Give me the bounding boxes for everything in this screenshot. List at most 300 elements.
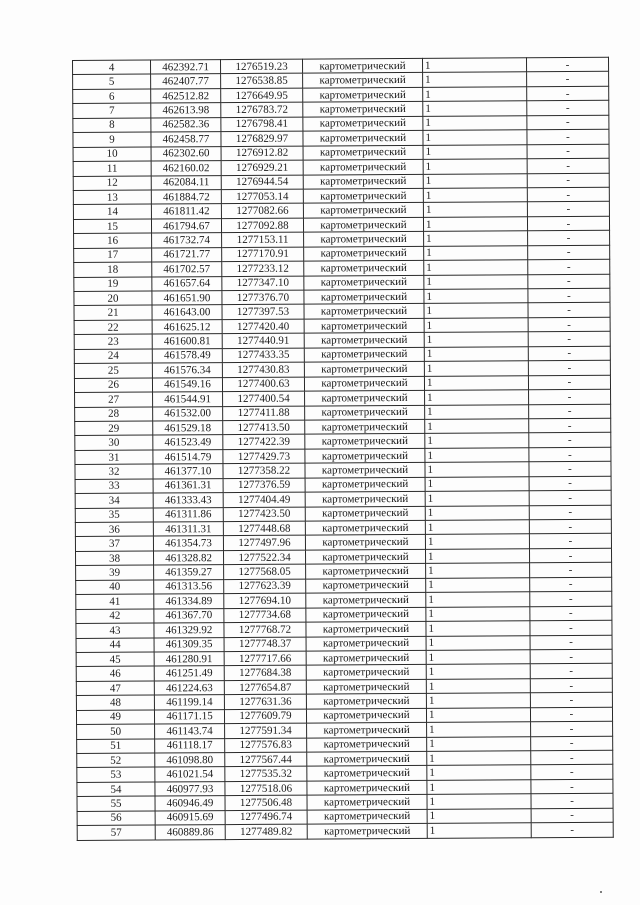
method-cell: картометрический bbox=[305, 390, 425, 405]
x-coordinate-cell: 461199.14 bbox=[154, 695, 224, 710]
point-number-cell: 41 bbox=[76, 594, 154, 609]
point-number-cell: 18 bbox=[74, 262, 152, 277]
table-row bbox=[77, 822, 613, 840]
precision-cell: 1 bbox=[423, 144, 527, 159]
method-cell: картометрический bbox=[306, 636, 426, 651]
precision-cell: 1 bbox=[424, 245, 528, 260]
point-number-cell: 46 bbox=[76, 666, 154, 681]
description-cell: - bbox=[527, 86, 609, 101]
x-coordinate-cell: 461361.31 bbox=[153, 478, 223, 493]
y-coordinate-cell: 1277591.34 bbox=[225, 723, 307, 738]
method-cell: картометрический bbox=[307, 780, 427, 795]
description-cell: - bbox=[529, 476, 611, 491]
method-cell: картометрический bbox=[307, 737, 427, 752]
x-coordinate-cell: 461702.57 bbox=[152, 262, 222, 277]
x-coordinate-cell: 462392.71 bbox=[151, 60, 221, 75]
y-coordinate-cell: 1277413.50 bbox=[223, 420, 305, 435]
x-coordinate-cell: 461021.54 bbox=[155, 767, 225, 782]
point-number-cell: 34 bbox=[75, 493, 153, 508]
method-cell: картометрический bbox=[306, 621, 426, 636]
point-number-cell: 7 bbox=[73, 103, 151, 118]
method-cell: картометрический bbox=[306, 607, 426, 622]
y-coordinate-cell: 1277567.44 bbox=[225, 752, 307, 767]
point-number-cell: 30 bbox=[75, 435, 153, 450]
y-coordinate-cell: 1276519.23 bbox=[221, 59, 303, 74]
point-number-cell: 16 bbox=[74, 233, 152, 248]
point-number-cell: 26 bbox=[74, 378, 152, 393]
x-coordinate-cell: 461578.49 bbox=[152, 348, 222, 363]
method-cell: картометрический bbox=[303, 116, 423, 131]
x-coordinate-cell: 462084.11 bbox=[151, 175, 221, 190]
method-cell: картометрический bbox=[304, 333, 424, 348]
description-cell: - bbox=[528, 317, 610, 332]
y-coordinate-cell: 1277496.74 bbox=[225, 810, 307, 825]
x-coordinate-cell: 460915.69 bbox=[155, 810, 225, 825]
x-coordinate-cell: 461732.74 bbox=[152, 233, 222, 248]
point-number-cell: 50 bbox=[77, 724, 155, 739]
method-cell: картометрический bbox=[307, 795, 427, 810]
point-number-cell: 56 bbox=[77, 811, 155, 826]
method-cell: картометрический bbox=[306, 650, 426, 665]
y-coordinate-cell: 1277734.68 bbox=[224, 608, 306, 623]
precision-cell: 1 bbox=[426, 664, 530, 679]
precision-cell: 1 bbox=[426, 693, 530, 708]
precision-cell: 1 bbox=[426, 650, 530, 665]
point-number-cell: 5 bbox=[73, 74, 151, 89]
description-cell: - bbox=[527, 187, 609, 202]
description-cell: - bbox=[531, 779, 613, 794]
precision-cell: 1 bbox=[425, 549, 529, 564]
point-number-cell: 43 bbox=[76, 623, 154, 638]
y-coordinate-cell: 1276783.72 bbox=[221, 102, 303, 117]
y-coordinate-cell: 1276829.97 bbox=[221, 131, 303, 146]
y-coordinate-cell: 1277358.22 bbox=[223, 463, 305, 478]
precision-cell: 1 bbox=[423, 188, 527, 203]
precision-cell: 1 bbox=[423, 130, 527, 145]
precision-cell: 1 bbox=[425, 476, 529, 491]
y-coordinate-cell: 1277233.12 bbox=[222, 261, 304, 276]
x-coordinate-cell: 461311.86 bbox=[153, 507, 223, 522]
y-coordinate-cell: 1277609.79 bbox=[224, 709, 306, 724]
description-cell: - bbox=[530, 664, 612, 679]
method-cell: картометрический bbox=[303, 102, 423, 117]
precision-cell: 1 bbox=[427, 823, 531, 838]
y-coordinate-cell: 1277433.35 bbox=[222, 348, 304, 363]
point-number-cell: 39 bbox=[76, 565, 154, 580]
x-coordinate-cell: 461329.92 bbox=[154, 623, 224, 638]
description-cell: - bbox=[531, 736, 613, 751]
y-coordinate-cell: 1277522.34 bbox=[223, 550, 305, 565]
description-cell: - bbox=[527, 202, 609, 217]
x-coordinate-cell: 461333.43 bbox=[153, 493, 223, 508]
y-coordinate-cell: 1277420.40 bbox=[222, 319, 304, 334]
x-coordinate-cell: 461367.70 bbox=[154, 608, 224, 623]
x-coordinate-cell: 461549.16 bbox=[152, 377, 222, 392]
method-cell: картометрический bbox=[304, 232, 424, 247]
y-coordinate-cell: 1277440.91 bbox=[222, 333, 304, 348]
precision-cell: 1 bbox=[423, 72, 527, 87]
y-coordinate-cell: 1277053.14 bbox=[221, 189, 303, 204]
description-cell: - bbox=[527, 129, 609, 144]
y-coordinate-cell: 1277768.72 bbox=[224, 622, 306, 637]
precision-cell: 1 bbox=[424, 332, 528, 347]
point-number-cell: 45 bbox=[76, 652, 154, 667]
method-cell: картометрический bbox=[306, 708, 426, 723]
precision-cell: 1 bbox=[427, 765, 531, 780]
scan-speck bbox=[600, 891, 602, 893]
y-coordinate-cell: 1276649.95 bbox=[221, 88, 303, 103]
x-coordinate-cell: 462407.77 bbox=[151, 74, 221, 89]
method-cell: картометрический bbox=[304, 289, 424, 304]
y-coordinate-cell: 1277717.66 bbox=[224, 651, 306, 666]
method-cell: картометрический bbox=[305, 448, 425, 463]
point-number-cell: 44 bbox=[76, 638, 154, 653]
precision-cell: 1 bbox=[426, 592, 530, 607]
precision-cell: 1 bbox=[426, 606, 530, 621]
precision-cell: 1 bbox=[423, 115, 527, 130]
method-cell: картометрический bbox=[306, 578, 426, 593]
point-number-cell: 23 bbox=[74, 334, 152, 349]
point-number-cell: 47 bbox=[76, 681, 154, 696]
y-coordinate-cell: 1277518.06 bbox=[225, 781, 307, 796]
x-coordinate-cell: 460977.93 bbox=[155, 781, 225, 796]
x-coordinate-cell: 461625.12 bbox=[152, 319, 222, 334]
y-coordinate-cell: 1277092.88 bbox=[221, 218, 303, 233]
description-cell: - bbox=[529, 404, 611, 419]
method-cell: картометрический bbox=[305, 477, 425, 492]
description-cell: - bbox=[529, 534, 611, 549]
x-coordinate-cell: 461334.89 bbox=[154, 594, 224, 609]
method-cell: картометрический bbox=[305, 434, 425, 449]
x-coordinate-cell: 461532.00 bbox=[153, 406, 223, 421]
precision-cell: 1 bbox=[423, 87, 527, 102]
point-number-cell: 25 bbox=[74, 363, 152, 378]
point-number-cell: 42 bbox=[76, 609, 154, 624]
precision-cell: 1 bbox=[424, 274, 528, 289]
y-coordinate-cell: 1277497.96 bbox=[223, 536, 305, 551]
description-cell: - bbox=[527, 72, 609, 87]
point-number-cell: 53 bbox=[77, 767, 155, 782]
y-coordinate-cell: 1277397.53 bbox=[222, 305, 304, 320]
x-coordinate-cell: 461377.10 bbox=[153, 464, 223, 479]
x-coordinate-cell: 461721.77 bbox=[152, 247, 222, 262]
description-cell: - bbox=[526, 57, 608, 72]
point-number-cell: 24 bbox=[74, 349, 152, 364]
description-cell: - bbox=[527, 216, 609, 231]
precision-cell: 1 bbox=[425, 462, 529, 477]
precision-cell: 1 bbox=[424, 346, 528, 361]
method-cell: картометрический bbox=[303, 73, 423, 88]
y-coordinate-cell: 1276912.82 bbox=[221, 146, 303, 161]
method-cell: картометрический bbox=[306, 694, 426, 709]
method-cell: картометрический bbox=[305, 491, 425, 506]
method-cell: картометрический bbox=[305, 506, 425, 521]
x-coordinate-cell: 462160.02 bbox=[151, 161, 221, 176]
x-coordinate-cell: 461529.18 bbox=[153, 421, 223, 436]
point-number-cell: 32 bbox=[75, 464, 153, 479]
description-cell: - bbox=[531, 750, 613, 765]
point-number-cell: 15 bbox=[73, 219, 151, 234]
description-cell: - bbox=[530, 620, 612, 635]
description-cell: - bbox=[527, 101, 609, 116]
x-coordinate-cell: 461224.63 bbox=[154, 680, 224, 695]
method-cell: картометрический bbox=[304, 246, 424, 261]
description-cell: - bbox=[527, 158, 609, 173]
description-cell: - bbox=[529, 389, 611, 404]
point-number-cell: 4 bbox=[73, 60, 151, 75]
point-number-cell: 28 bbox=[75, 407, 153, 422]
method-cell: картометрический bbox=[307, 809, 427, 824]
point-number-cell: 19 bbox=[74, 277, 152, 292]
point-number-cell: 10 bbox=[73, 147, 151, 162]
method-cell: картометрический bbox=[304, 260, 424, 275]
point-number-cell: 49 bbox=[76, 710, 154, 725]
precision-cell: 1 bbox=[425, 534, 529, 549]
precision-cell: 1 bbox=[426, 577, 530, 592]
point-number-cell: 51 bbox=[77, 739, 155, 754]
y-coordinate-cell: 1277654.87 bbox=[224, 680, 306, 695]
precision-cell: 1 bbox=[424, 303, 528, 318]
x-coordinate-cell: 461118.17 bbox=[155, 738, 225, 753]
description-cell: - bbox=[530, 577, 612, 592]
method-cell: картометрический bbox=[307, 824, 427, 839]
point-number-cell: 17 bbox=[74, 248, 152, 263]
x-coordinate-cell: 461514.79 bbox=[153, 449, 223, 464]
description-cell: - bbox=[531, 822, 613, 837]
x-coordinate-cell: 460889.86 bbox=[155, 825, 225, 840]
precision-cell: 1 bbox=[425, 419, 529, 434]
y-coordinate-cell: 1277489.82 bbox=[225, 824, 307, 839]
method-cell: картометрический bbox=[305, 405, 425, 420]
x-coordinate-cell: 461643.00 bbox=[152, 305, 222, 320]
x-coordinate-cell: 461143.74 bbox=[155, 724, 225, 739]
description-cell: - bbox=[529, 433, 611, 448]
precision-cell: 1 bbox=[426, 707, 530, 722]
description-cell: - bbox=[528, 303, 610, 318]
description-cell: - bbox=[530, 591, 612, 606]
description-cell: - bbox=[527, 144, 609, 159]
method-cell: картометрический bbox=[307, 722, 427, 737]
y-coordinate-cell: 1277153.11 bbox=[222, 232, 304, 247]
precision-cell: 1 bbox=[425, 448, 529, 463]
description-cell: - bbox=[530, 563, 612, 578]
precision-cell: 1 bbox=[427, 736, 531, 751]
y-coordinate-cell: 1277082.66 bbox=[221, 203, 303, 218]
y-coordinate-cell: 1277694.10 bbox=[224, 593, 306, 608]
method-cell: картометрический bbox=[305, 419, 425, 434]
y-coordinate-cell: 1277376.70 bbox=[222, 290, 304, 305]
x-coordinate-cell: 461251.49 bbox=[154, 666, 224, 681]
precision-cell: 1 bbox=[423, 217, 527, 232]
description-cell: - bbox=[530, 635, 612, 650]
x-coordinate-cell: 461576.34 bbox=[152, 363, 222, 378]
description-cell: - bbox=[530, 707, 612, 722]
y-coordinate-cell: 1277684.38 bbox=[224, 665, 306, 680]
precision-cell: 1 bbox=[425, 520, 529, 535]
coordinates-table bbox=[72, 57, 614, 841]
precision-cell: 1 bbox=[424, 375, 528, 390]
precision-cell: 1 bbox=[425, 390, 529, 405]
description-cell: - bbox=[530, 678, 612, 693]
description-cell: - bbox=[528, 230, 610, 245]
method-cell: картометрический bbox=[306, 665, 426, 680]
y-coordinate-cell: 1277623.39 bbox=[224, 579, 306, 594]
y-coordinate-cell: 1276944.54 bbox=[221, 175, 303, 190]
x-coordinate-cell: 460946.49 bbox=[155, 796, 225, 811]
x-coordinate-cell: 462302.60 bbox=[151, 146, 221, 161]
precision-cell: 1 bbox=[427, 751, 531, 766]
x-coordinate-cell: 461544.91 bbox=[153, 392, 223, 407]
precision-cell: 1 bbox=[422, 58, 526, 73]
x-coordinate-cell: 461354.73 bbox=[153, 536, 223, 551]
precision-cell: 1 bbox=[426, 621, 530, 636]
y-coordinate-cell: 1277400.63 bbox=[222, 377, 304, 392]
point-number-cell: 55 bbox=[77, 796, 155, 811]
x-coordinate-cell: 461311.31 bbox=[153, 522, 223, 537]
method-cell: картометрический bbox=[303, 87, 423, 102]
description-cell: - bbox=[527, 115, 609, 130]
method-cell: картометрический bbox=[305, 520, 425, 535]
precision-cell: 1 bbox=[427, 808, 531, 823]
description-cell: - bbox=[528, 332, 610, 347]
precision-cell: 1 bbox=[425, 404, 529, 419]
precision-cell: 1 bbox=[423, 202, 527, 217]
point-number-cell: 13 bbox=[73, 190, 151, 205]
precision-cell: 1 bbox=[426, 635, 530, 650]
precision-cell: 1 bbox=[424, 289, 528, 304]
y-coordinate-cell: 1277400.54 bbox=[223, 391, 305, 406]
point-number-cell: 11 bbox=[73, 161, 151, 176]
y-coordinate-cell: 1277506.48 bbox=[225, 795, 307, 810]
point-number-cell: 35 bbox=[75, 508, 153, 523]
description-cell: - bbox=[529, 519, 611, 534]
y-coordinate-cell: 1277535.32 bbox=[225, 767, 307, 782]
description-cell: - bbox=[530, 649, 612, 664]
description-cell: - bbox=[528, 245, 610, 260]
description-cell: - bbox=[528, 346, 610, 361]
method-cell: картометрический bbox=[304, 376, 424, 391]
method-cell: картометрический bbox=[306, 593, 426, 608]
y-coordinate-cell: 1277448.68 bbox=[223, 521, 305, 536]
method-cell: картометрический bbox=[305, 535, 425, 550]
description-cell: - bbox=[530, 692, 612, 707]
precision-cell: 1 bbox=[425, 491, 529, 506]
y-coordinate-cell: 1277170.91 bbox=[222, 247, 304, 262]
precision-cell: 1 bbox=[426, 563, 530, 578]
y-coordinate-cell: 1277429.73 bbox=[223, 449, 305, 464]
description-cell: - bbox=[527, 173, 609, 188]
point-number-cell: 6 bbox=[73, 89, 151, 104]
x-coordinate-cell: 461523.49 bbox=[153, 435, 223, 450]
method-cell: картометрический bbox=[305, 549, 425, 564]
point-number-cell: 12 bbox=[73, 176, 151, 191]
point-number-cell: 29 bbox=[75, 421, 153, 436]
point-number-cell: 27 bbox=[75, 392, 153, 407]
y-coordinate-cell: 1276929.21 bbox=[221, 160, 303, 175]
precision-cell: 1 bbox=[424, 361, 528, 376]
y-coordinate-cell: 1277404.49 bbox=[223, 492, 305, 507]
y-coordinate-cell: 1276538.85 bbox=[221, 74, 303, 89]
point-number-cell: 38 bbox=[76, 551, 154, 566]
method-cell: картометрический bbox=[307, 766, 427, 781]
precision-cell: 1 bbox=[424, 231, 528, 246]
y-coordinate-cell: 1276798.41 bbox=[221, 117, 303, 132]
method-cell: картометрический bbox=[302, 58, 422, 73]
method-cell: картометрический bbox=[304, 362, 424, 377]
x-coordinate-cell: 461280.91 bbox=[154, 652, 224, 667]
point-number-cell: 22 bbox=[74, 320, 152, 335]
precision-cell: 1 bbox=[427, 722, 531, 737]
description-cell: - bbox=[529, 505, 611, 520]
precision-cell: 1 bbox=[426, 679, 530, 694]
x-coordinate-cell: 461313.56 bbox=[154, 579, 224, 594]
x-coordinate-cell: 461651.90 bbox=[152, 291, 222, 306]
precision-cell: 1 bbox=[423, 173, 527, 188]
coordinates-table-body bbox=[73, 57, 614, 840]
description-cell: - bbox=[528, 288, 610, 303]
point-number-cell: 36 bbox=[75, 522, 153, 537]
x-coordinate-cell: 461098.80 bbox=[155, 753, 225, 768]
description-cell: - bbox=[530, 606, 612, 621]
method-cell: картометрический bbox=[306, 564, 426, 579]
point-number-cell: 37 bbox=[75, 536, 153, 551]
description-cell: - bbox=[531, 808, 613, 823]
y-coordinate-cell: 1277631.36 bbox=[224, 694, 306, 709]
method-cell: картометрический bbox=[304, 318, 424, 333]
x-coordinate-cell: 462582.36 bbox=[151, 117, 221, 132]
method-cell: картометрический bbox=[303, 145, 423, 160]
y-coordinate-cell: 1277423.50 bbox=[223, 507, 305, 522]
point-number-cell: 54 bbox=[77, 782, 155, 797]
description-cell: - bbox=[529, 461, 611, 476]
y-coordinate-cell: 1277411.88 bbox=[223, 406, 305, 421]
precision-cell: 1 bbox=[427, 780, 531, 795]
x-coordinate-cell: 461328.82 bbox=[154, 550, 224, 565]
x-coordinate-cell: 461794.67 bbox=[151, 218, 221, 233]
point-number-cell: 40 bbox=[76, 580, 154, 595]
point-number-cell: 21 bbox=[74, 305, 152, 320]
x-coordinate-cell: 461600.81 bbox=[152, 334, 222, 349]
method-cell: картометрический bbox=[305, 463, 425, 478]
method-cell: картометрический bbox=[307, 751, 427, 766]
x-coordinate-cell: 461359.27 bbox=[154, 565, 224, 580]
description-cell: - bbox=[531, 721, 613, 736]
method-cell: картометрический bbox=[303, 188, 423, 203]
description-cell: - bbox=[529, 418, 611, 433]
description-cell: - bbox=[529, 447, 611, 462]
y-coordinate-cell: 1277576.83 bbox=[225, 738, 307, 753]
point-number-cell: 33 bbox=[75, 479, 153, 494]
method-cell: картометрический bbox=[303, 131, 423, 146]
precision-cell: 1 bbox=[424, 260, 528, 275]
method-cell: картометрический bbox=[303, 203, 423, 218]
y-coordinate-cell: 1277568.05 bbox=[224, 564, 306, 579]
description-cell: - bbox=[529, 548, 611, 563]
precision-cell: 1 bbox=[423, 101, 527, 116]
y-coordinate-cell: 1277748.37 bbox=[224, 637, 306, 652]
x-coordinate-cell: 461811.42 bbox=[151, 204, 221, 219]
y-coordinate-cell: 1277347.10 bbox=[222, 276, 304, 291]
x-coordinate-cell: 461657.64 bbox=[152, 276, 222, 291]
point-number-cell: 9 bbox=[73, 132, 151, 147]
x-coordinate-cell: 461171.15 bbox=[154, 709, 224, 724]
method-cell: картометрический bbox=[303, 174, 423, 189]
point-number-cell: 8 bbox=[73, 118, 151, 133]
precision-cell: 1 bbox=[425, 505, 529, 520]
y-coordinate-cell: 1277376.59 bbox=[223, 478, 305, 493]
y-coordinate-cell: 1277422.39 bbox=[223, 434, 305, 449]
x-coordinate-cell: 461884.72 bbox=[151, 190, 221, 205]
